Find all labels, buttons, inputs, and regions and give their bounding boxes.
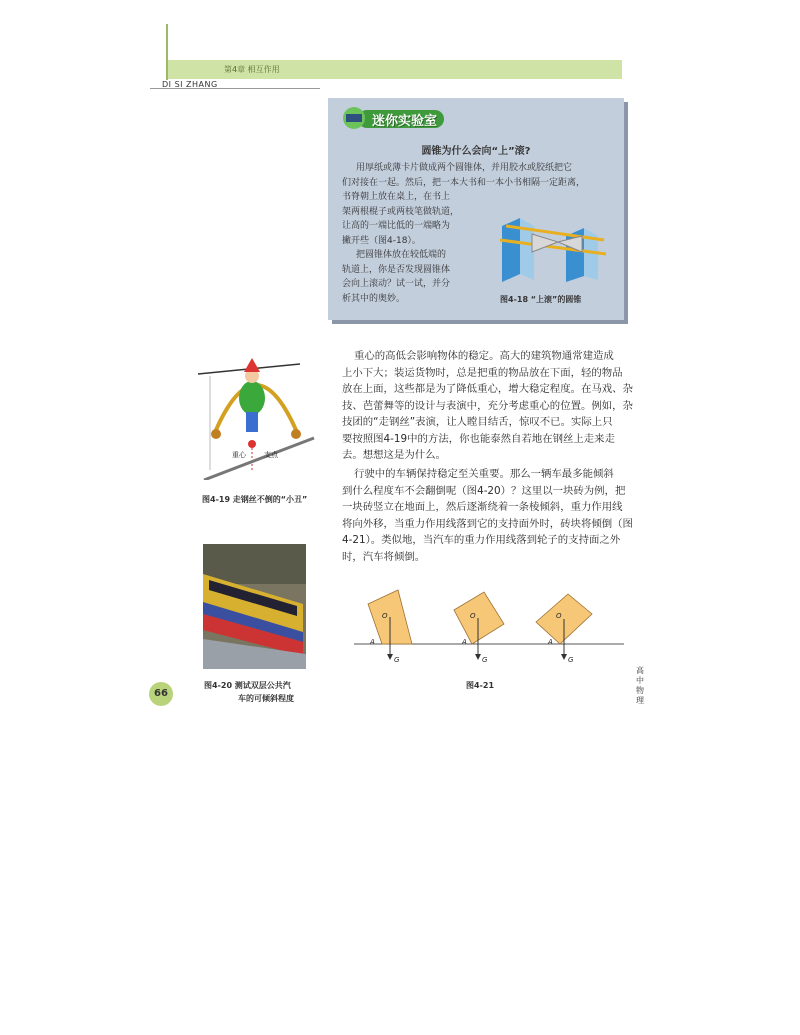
brick-3 [536, 594, 592, 660]
lab-line: 析其中的奥妙。 [342, 293, 406, 304]
page-number: 66 [149, 682, 173, 706]
lab-line: 用厚纸或薄卡片做成两个圆锥体，并用胶水或胶纸把它 [356, 163, 573, 173]
figure-4-19-caption: 图4-19 走钢丝不倒的“小丑” [202, 495, 308, 504]
brick-2 [454, 592, 504, 660]
figure-4-20-caption-line-1: 图4-20 测试双层公共汽 [204, 681, 291, 690]
mini-lab-badge [338, 104, 448, 132]
lab-line: 们对接在一起。然后，把一本大书和一本小书相隔一定距离， [342, 177, 586, 188]
body-line: 4-21）。类似地，当汽车的重力作用线落到轮子的支持面之外 [342, 534, 621, 546]
lab-badge-label: 迷你实验室 [372, 114, 438, 129]
body-paragraph-1 [342, 348, 636, 464]
body-paragraph-2 [342, 466, 636, 565]
body-line: 时，汽车将倾倒。 [342, 550, 426, 563]
body-line: 技、芭蕾舞等的设计与表演中，充分考虑重心的位置。例如，杂 [342, 399, 633, 412]
label-o: O [556, 612, 562, 620]
body-line: 行驶中的车辆保持稳定至关重要。那么一辆车最多能倾斜 [354, 468, 614, 480]
label-a: A [548, 638, 553, 646]
label-a: A [370, 638, 375, 646]
side-label [636, 666, 646, 706]
header-rule-vertical [166, 24, 168, 80]
label-g: G [568, 656, 574, 664]
rolling-cone-illustration [494, 196, 612, 284]
body-line: 将向外移，当重力作用线落到它的支持面外时，砖块将倾倒（图 [342, 517, 633, 530]
label-o: O [470, 612, 476, 620]
figure-4-20-photo [203, 544, 306, 669]
side-label-char: 高 [636, 666, 644, 675]
tilting-bus-photo [203, 544, 306, 669]
figure-4-21-caption: 图4-21 [466, 681, 495, 690]
figure-4-18-caption: 图4-18 “上滚”的圆锥 [500, 295, 582, 304]
lab-line: 让高的一端比低的一端略为 [342, 221, 451, 231]
lab-line: 把圆锥体放在较低端的 [356, 250, 447, 260]
body-line: 技团的“走钢丝”表演，让人瞠目结舌，惊叹不已。实际上只 [342, 416, 613, 428]
figure-4-21 [354, 584, 624, 668]
center-of-gravity-label: 重心 [232, 451, 246, 459]
body-line: 放在上面，这些都是为了降低重心，增大稳定程度。在马戏、杂 [342, 383, 633, 395]
lab-line: 撇开些（图4-18）。 [342, 235, 421, 246]
body-line: 去。想想这是为什么。 [342, 449, 446, 461]
label-g: G [482, 656, 488, 664]
pivot-label: 支点 [264, 451, 278, 459]
body-line: 到什么程度车不会翻倒呢（图4-20）？这里以一块砖为例，把 [342, 484, 626, 497]
figure-4-19 [196, 350, 316, 480]
lab-line: 架两根棍子或两枝笔做轨道， [342, 206, 460, 217]
body-line: 上小下大；装运货物时，总是把重的物品放在下面，轻的物品 [342, 366, 623, 379]
lab-heading: 圆锥为什么会向“上”滚? [421, 146, 531, 157]
lab-line: 轨道上，你是否发现圆锥体 [342, 264, 451, 275]
label-g: G [394, 656, 400, 664]
body-line: 重心的高低会影响物体的稳定。高大的建筑物通常建造成 [354, 350, 614, 362]
lab-line: 会向上滚动？试一试，并分 [342, 279, 451, 289]
side-label-char: 中 [636, 676, 644, 685]
tightrope-clown-illustration [196, 350, 316, 480]
body-line: 要按照图4-19中的方法，你也能泰然自若地在钢丝上走来走 [342, 432, 615, 445]
figure-4-20-caption-line-2: 车的可倾斜程度 [238, 694, 294, 703]
figure-4-18 [494, 196, 612, 284]
body-line: 一块砖竖立在地面上，然后逐渐绕着一条棱倾斜，重力作用线 [342, 501, 623, 513]
chapter-pinyin: DI SI ZHANG [162, 80, 218, 89]
brick-1 [368, 590, 412, 660]
label-a: A [462, 638, 467, 646]
label-o: O [382, 612, 388, 620]
side-label-char: 理 [636, 696, 644, 705]
chapter-title: 第4章 相互作用 [224, 65, 280, 74]
side-label-char: 物 [636, 686, 644, 695]
lab-line: 书脊朝上放在桌上，在书上 [342, 192, 451, 202]
